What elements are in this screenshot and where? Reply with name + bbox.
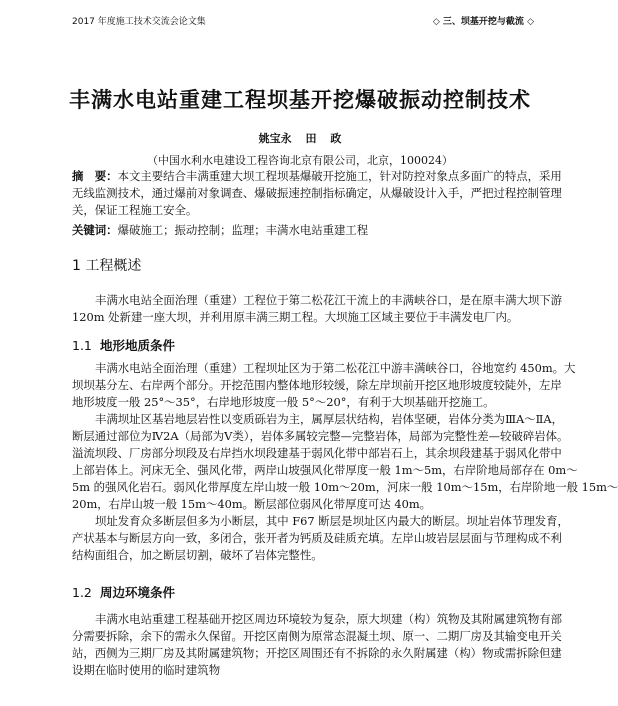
paragraph-line: 上部岩体上。河床无全、强风化带，两岸山坡强风化带厚度一般 1m～5m，右岸阶地局部存在 0m～	[72, 463, 578, 477]
paragraph-line: 丰满水电站全面治理（重建）工程坝址区为于第二松花江中游丰满峡谷口，谷地宽约 450m。大	[95, 361, 576, 375]
paragraph-line: 丰满水电站全面治理（重建）工程位于第二松花江干流上的丰满峡谷口，是在原丰满大坝下游	[95, 293, 563, 307]
abstract	[72, 168, 562, 239]
subsection-title: 周边环境条件	[100, 585, 176, 600]
text: 本文主要结合丰满重建大坝工程坝基爆破开挖施工，针对防控对象点多面广的特点，采用	[117, 169, 562, 183]
section-1-1	[72, 337, 618, 564]
subsection-number: 1.1	[72, 338, 92, 353]
running-header-right: ◇ 三、坝基开挖与截流 ◇	[432, 17, 534, 27]
subsection-heading	[72, 337, 534, 355]
paragraph-line: 5m 的强风化岩石。弱风化带厚度左岸山坡一般 10m～20m，河床一般 10m～15m，右岸阶地一般 15m～	[72, 480, 618, 494]
paragraph-line: 设期在临时使用的临时建筑物	[72, 663, 221, 677]
abstract-line: 关，保证工程施工安全。	[72, 203, 198, 217]
paragraph-line: 结构面组合，加之断层切割，破坏了岩体完整性。	[72, 548, 323, 562]
keywords-label: 关键词：	[72, 223, 118, 237]
section-1	[72, 256, 563, 326]
paragraph-line: 产状基本与断层方向一致，多闭合，张开者为钙质及硅质充填。左岸山坡岩层层面与节理构成不利	[72, 531, 562, 545]
keywords-text: 爆破施工；振动控制；监理；丰满水电站重建工程	[117, 223, 369, 237]
paragraph-line: 坝址发育众多断层但多为小断层，其中 F67 断层是坝址区内最大的断层。坝址岩体节理发育，	[95, 514, 569, 528]
keywords	[72, 222, 534, 239]
subsection-heading	[72, 584, 534, 602]
paragraph-line: 20m，右岸山坡一般 15m～40m。断层部位弱风化带厚度可达 40m。	[72, 497, 432, 511]
section-1-2	[72, 584, 563, 679]
paragraph-line: 丰满水电站重建工程基础开挖区周边环境较为复杂，原大坝建（构）筑物及其附属建筑物有部	[95, 612, 563, 626]
paragraph-line: 站，西侧为三期厂房及其附属建筑物；开挖区周围还有不拆除的永久附属建（构）物或需拆除但建	[72, 646, 562, 660]
subsection-title: 地形地质条件	[100, 338, 176, 353]
paragraph-line: 地形坡度一般 25°～35°，右岸地形坡度一般 5°～20°，有利于大坝基础开挖施工。	[72, 395, 495, 409]
paragraph-line: 溢流坝段、厂房部分坝段及右岸挡水坝段建基于弱风化带中部岩石上，其余坝段建基于弱风化带中	[72, 446, 562, 460]
paragraph-line: 120m 处新建一座大坝，并利用原丰满三期工程。大坝施工区域主要位于丰满发电厂内。	[72, 310, 519, 324]
paper-title: 丰满水电站重建工程坝基开挖爆破振动控制技术	[69, 88, 531, 112]
running-header-left: 2017 年度施工技术交流会论文集	[72, 17, 206, 27]
paragraph-line: 断层通过部位为Ⅳ2A（局部为Ⅴ类），岩体多属较完整—完整岩体，局部为完整性差—较破碎岩体。	[72, 429, 569, 443]
subsection-number: 1.2	[72, 585, 92, 600]
abstract-line: 无线监测技术，通过爆前对象调查、爆破振速控制指标确定，从爆破设计入手，严把过程控制管理	[72, 186, 562, 200]
paragraph-line: 丰满坝址区基岩地层岩性以变质砾岩为主，属厚层状结构，岩体坚硬，岩体分类为ⅢA～ⅡA，	[95, 412, 564, 426]
affiliation: （中国水利水电建设工程咨询北京有限公司，北京，100024）	[147, 154, 453, 167]
abstract-label: 摘 要：	[72, 169, 118, 183]
section-heading: 1 工程概述	[72, 258, 142, 274]
abstract-line	[72, 168, 562, 185]
paragraph-line: 坝坝基分左、右岸两个部分。开挖范围内整体地形较缓，除左岸坝前开挖区地形坡度较陡外，左岸	[72, 378, 562, 392]
authors: 姚宝永 田 政	[258, 132, 342, 145]
paragraph-line: 分需要拆除，余下的需永久保留。开挖区南侧为原常态混凝土坝、原一、二期厂房及其输变电开关	[72, 629, 562, 643]
